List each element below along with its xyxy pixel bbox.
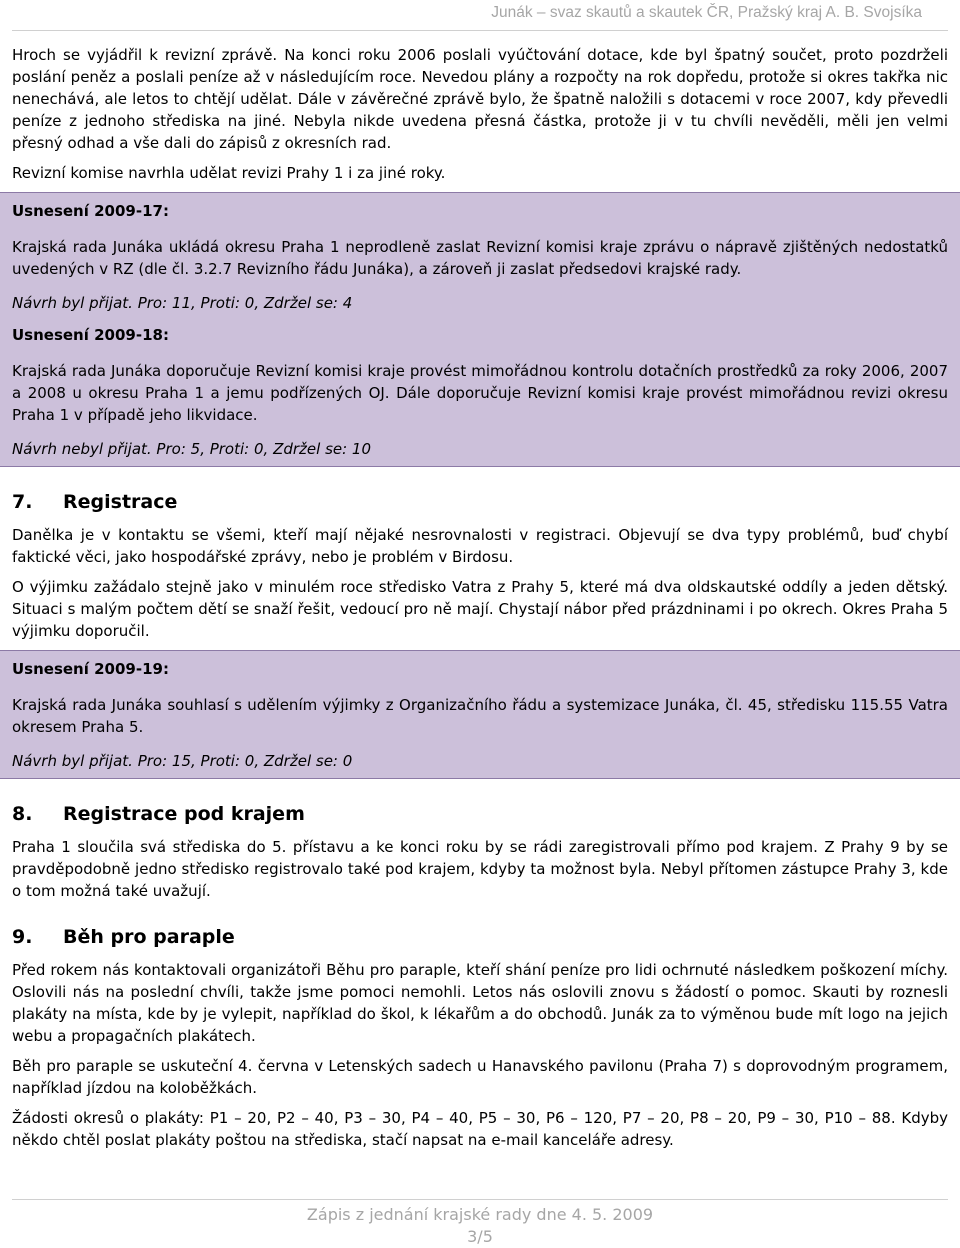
intro-paragraph: Revizní komise navrhla udělat revizi Prahy 1 i za jiné roky. (12, 164, 446, 182)
section-title: Registrace pod krajem (63, 803, 305, 825)
section-paragraph: Před rokem nás kontaktovali organizátoři Běhu pro paraple, kteří shání peníze pro lidi ochrnuté následkem poškození míchy. Oslovili nás na poslední chvíli, takže jsme pomoci nemohli. Letos nás oslovili znovu s žádostí o pomoc. Skauti by roznesli plakáty na místa, kde by je vylepit, například do škol, k lékařům a do obchodů. Junák za to výměnou bude mít logo na jejich webu a propagačních plakátech. (12, 961, 948, 1045)
section-paragraph: Běh pro paraple se uskuteční 4. června v Letenských sadech u Hanavského pavilonu (Praha 7) s doprovodným programem, například jízdou na koloběžkách. (12, 1057, 948, 1097)
footer-title: Zápis z jednání krajské rady dne 4. 5. 2009 (306, 1205, 654, 1224)
resolution-block (0, 650, 960, 779)
resolution-vote: Návrh byl přijat. Pro: 15, Proti: 0, Zdržel se: 0 (12, 752, 353, 770)
section-paragraph: Praha 1 sloučila svá střediska do 5. přístavu a ke konci roku by se rádi zaregistrovali přímo pod krajem. Z Prahy 9 by se pravděpodobně jedno středisko registrovalo také pod krajem, kdyby ta možnost byla. Nebyl přítomen zástupce Prahy 3, kde o tom možná také uvažují. (12, 838, 948, 900)
running-footer (0, 1204, 960, 1248)
section-title: Běh pro paraple (63, 926, 235, 948)
section-number: 9. (12, 926, 33, 948)
section-heading (12, 489, 948, 515)
section-paragraph: O výjimku zažádalo stejně jako v minulém roce středisko Vatra z Prahy 5, které má dva oldskautské oddíly a jeden dětský. Situaci s malým počtem dětí se snaží řešit, vedoucí pro ně mají. Chystají nábor před prázdninami i po okrech. Okres Praha 5 výjimku doporučil. (12, 578, 948, 640)
resolution-block (0, 192, 960, 467)
resolution-title: Usnesení 2009-19: (12, 660, 169, 678)
resolution-vote: Návrh nebyl přijat. Pro: 5, Proti: 0, Zdržel se: 10 (12, 440, 372, 458)
section-title: Registrace (63, 491, 178, 513)
running-header: Junák – svaz skautů a skautek ČR, Pražský kraj A. B. Svojsíka (491, 4, 922, 21)
section-heading (12, 924, 948, 950)
section-number: 7. (12, 491, 33, 513)
section-heading (12, 801, 948, 827)
resolution-text: Krajská rada Junáka doporučuje Revizní komisi kraje provést mimořádnou kontrolu dotačních prostředků za roky 2006, 2007 a 2008 u okresu Praha 1 a jemu podřízených OJ. Dále doporučuje Revizní komisi kraje provést mimořádnou revizi okresu Praha 1 v případě jeho likvidace. (12, 362, 948, 424)
footer-divider (12, 1199, 948, 1200)
resolution-title: Usnesení 2009-18: (12, 326, 169, 344)
resolution-vote: Návrh byl přijat. Pro: 11, Proti: 0, Zdržel se: 4 (12, 294, 353, 312)
resolution-text: Krajská rada Junáka ukládá okresu Praha 1 neprodleně zaslat Revizní komisi kraje zprávu o nápravě zjištěných nedostatků uvedených v RZ (dle čl. 3.2.7 Revizního řádu Junáka), a zároveň ji zaslat předsedovi krajské rady. (12, 238, 948, 278)
resolution-title: Usnesení 2009-17: (12, 202, 169, 220)
intro-paragraph: Hroch se vyjádřil k revizní zprávě. Na konci roku 2006 poslali vyúčtování dotace, kde byl špatný součet, proto pozdrželi poslání peněz a poslali peníze až v následujícím roce. Nevedou plány a rozpočty na rok dopředu, protože si okres takřka nic nenechává, ale letos to chtějí udělat. Dále v závěrečné zprávě bylo, že špatně naložili s dotacemi v roce 2007, kdy převedli peníze z jednoho střediska na jiné. Nebyla nikde uvedena přesná částka, protože ji v tu chvíli nevěděli, měli jen velmi přesný odhad a vše dali do zápisů z okresních rad. (12, 46, 948, 152)
document-body (12, 44, 948, 1159)
section-paragraph: Danělka je v kontaktu se všemi, kteří mají nějaké nesrovnalosti v registraci. Objevují se dva typy problémů, buď chybí faktické věci, jako hospodářské zprávy, nebo je problém v Birdosu. (12, 526, 948, 566)
section-number: 8. (12, 803, 33, 825)
page-number: 3/5 (467, 1227, 493, 1246)
header-divider (12, 30, 948, 31)
section-paragraph: Žádosti okresů o plakáty: P1 – 20, P2 – 40, P3 – 30, P4 – 40, P5 – 30, P6 – 120, P7 – 20, P8 – 20, P9 – 30, P10 – 88. Kdyby někdo chtěl poslat plakáty poštou na střediska, stačí napsat na e-mail kanceláře adresy. (12, 1109, 948, 1149)
resolution-text: Krajská rada Junáka souhlasí s udělením výjimky z Organizačního řádu a systemizace Junáka, čl. 45, středisku 115.55 Vatra okresem Praha 5. (12, 696, 948, 736)
